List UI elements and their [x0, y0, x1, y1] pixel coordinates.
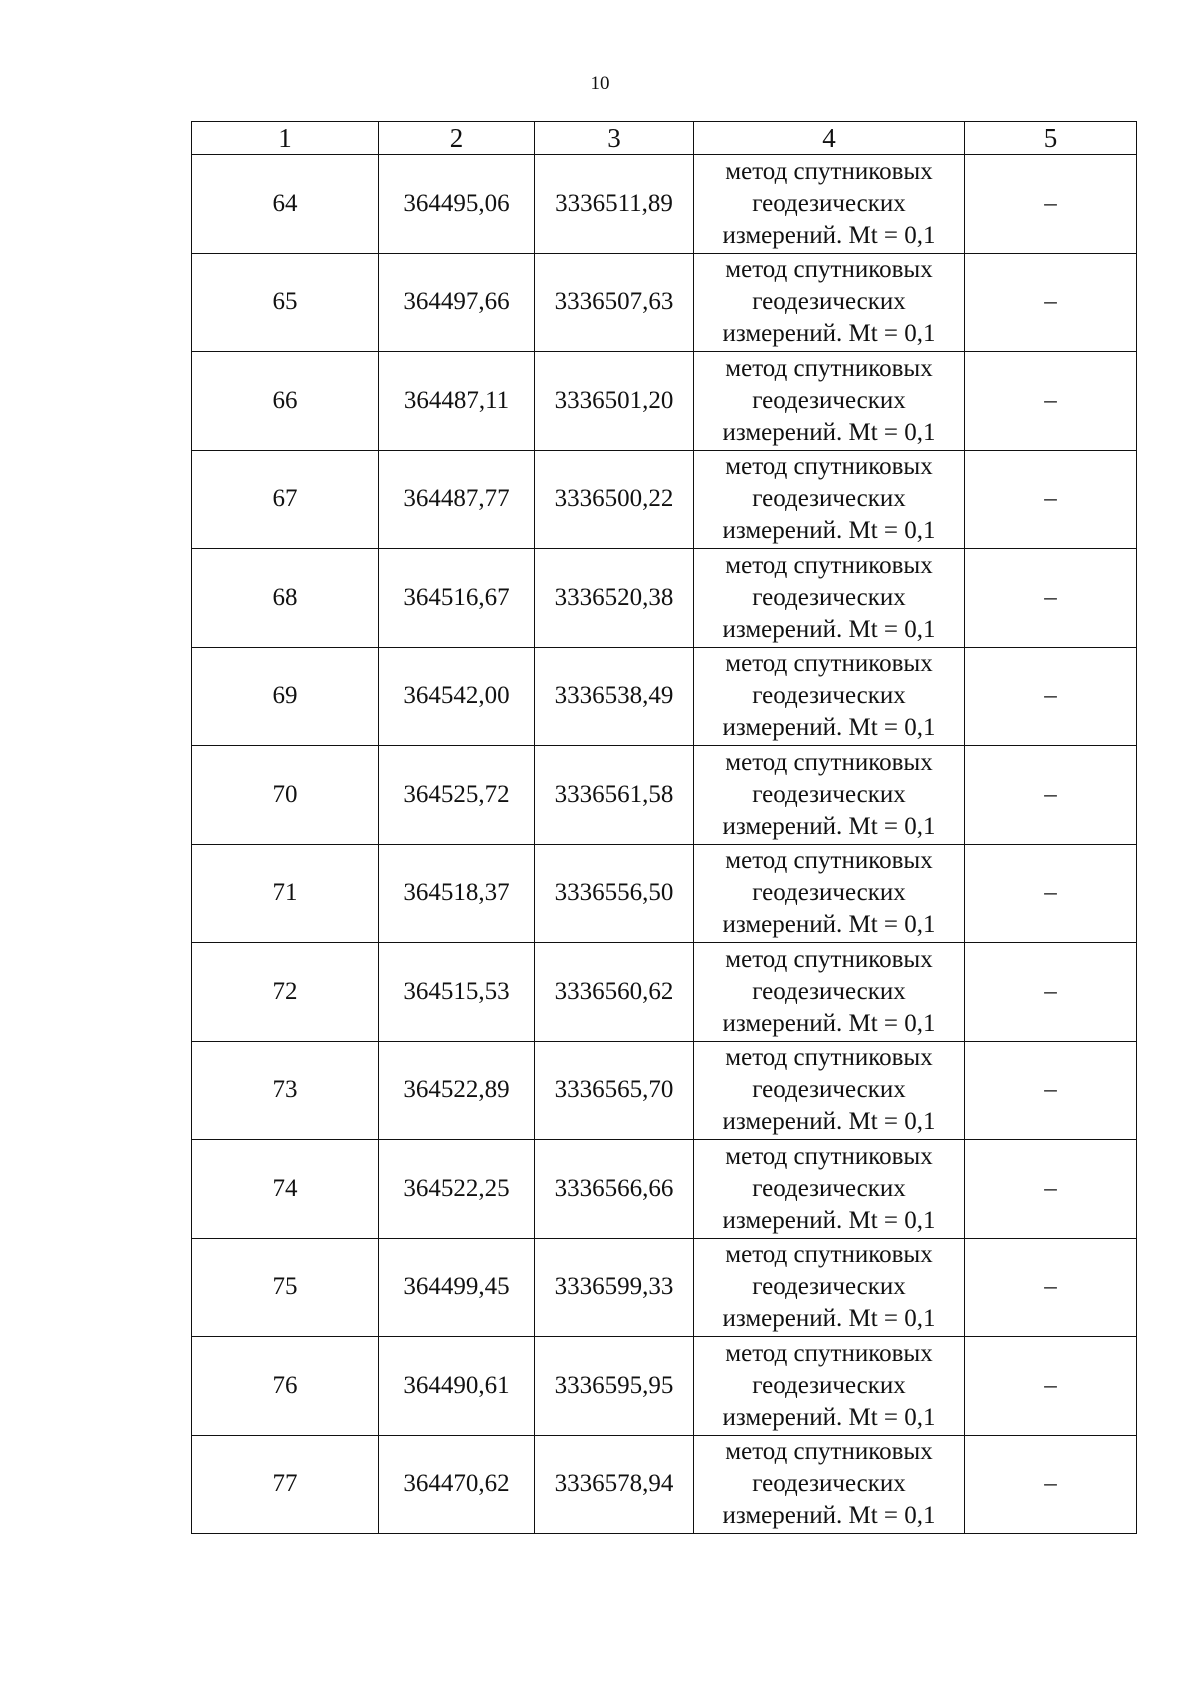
note-cell: – — [965, 352, 1137, 451]
page-number: 10 — [590, 73, 610, 94]
method-text: метод спутниковых геодезических измерений. Mt = 0,1 — [722, 1438, 936, 1530]
coordinates-table — [191, 121, 1137, 1534]
point-number-cell: 74 — [192, 1140, 379, 1239]
y-coordinate-cell: 3336538,49 — [535, 647, 694, 746]
y-coordinate-cell: 3336511,89 — [535, 155, 694, 254]
point-number-cell: 75 — [192, 1238, 379, 1337]
point-number-cell: 77 — [192, 1435, 379, 1534]
table-row — [192, 1041, 1137, 1140]
point-number-cell: 68 — [192, 549, 379, 648]
method-text: метод спутниковых геодезических измерений. Mt = 0,1 — [722, 453, 936, 545]
y-coordinate-cell: 3336561,58 — [535, 746, 694, 845]
point-number-cell: 70 — [192, 746, 379, 845]
note-cell: – — [965, 1041, 1137, 1140]
x-coordinate-cell: 364499,45 — [379, 1238, 535, 1337]
method-cell — [694, 352, 965, 451]
method-text: метод спутниковых геодезических измерений. Mt = 0,1 — [722, 1241, 936, 1333]
x-coordinate-cell: 364497,66 — [379, 253, 535, 352]
table-row — [192, 155, 1137, 254]
method-text: метод спутниковых геодезических измерений. Mt = 0,1 — [722, 1044, 936, 1136]
method-text: метод спутниковых геодезических измерений. Mt = 0,1 — [722, 945, 936, 1037]
point-number-cell: 76 — [192, 1337, 379, 1436]
note-cell: – — [965, 1435, 1137, 1534]
y-coordinate-cell: 3336578,94 — [535, 1435, 694, 1534]
method-text: метод спутниковых геодезических измерений. Mt = 0,1 — [722, 1142, 936, 1234]
table-row — [192, 844, 1137, 943]
note-cell: – — [965, 746, 1137, 845]
method-text: метод спутниковых геодезических измерений. Mt = 0,1 — [722, 847, 936, 939]
point-number-cell: 65 — [192, 253, 379, 352]
table-row — [192, 549, 1137, 648]
point-number-cell: 66 — [192, 352, 379, 451]
x-coordinate-cell: 364470,62 — [379, 1435, 535, 1534]
x-coordinate-cell: 364542,00 — [379, 647, 535, 746]
table-row — [192, 746, 1137, 845]
note-cell: – — [965, 1337, 1137, 1436]
method-text: метод спутниковых геодезических измерений. Mt = 0,1 — [722, 354, 936, 446]
column-header-2: 2 — [379, 122, 535, 155]
note-cell: – — [965, 549, 1137, 648]
note-cell: – — [965, 1238, 1137, 1337]
y-coordinate-cell: 3336500,22 — [535, 450, 694, 549]
table-row — [192, 352, 1137, 451]
method-text: метод спутниковых геодезических измерений. Mt = 0,1 — [722, 650, 936, 742]
column-header-4: 4 — [694, 122, 965, 155]
method-cell — [694, 1238, 965, 1337]
note-cell: – — [965, 1140, 1137, 1239]
method-cell — [694, 943, 965, 1042]
column-header-5: 5 — [965, 122, 1137, 155]
method-cell — [694, 1337, 965, 1436]
note-cell: – — [965, 943, 1137, 1042]
y-coordinate-cell: 3336566,66 — [535, 1140, 694, 1239]
point-number-cell: 64 — [192, 155, 379, 254]
x-coordinate-cell: 364518,37 — [379, 844, 535, 943]
method-cell — [694, 746, 965, 845]
point-number-cell: 69 — [192, 647, 379, 746]
x-coordinate-cell: 364495,06 — [379, 155, 535, 254]
note-cell: – — [965, 155, 1137, 254]
table-row — [192, 943, 1137, 1042]
table-row — [192, 1238, 1137, 1337]
method-text: метод спутниковых геодезических измерений. Mt = 0,1 — [722, 748, 936, 840]
x-coordinate-cell: 364522,25 — [379, 1140, 535, 1239]
x-coordinate-cell: 364522,89 — [379, 1041, 535, 1140]
table-row — [192, 1337, 1137, 1436]
point-number-cell: 67 — [192, 450, 379, 549]
y-coordinate-cell: 3336501,20 — [535, 352, 694, 451]
table-row — [192, 1435, 1137, 1534]
method-cell — [694, 549, 965, 648]
method-cell — [694, 1041, 965, 1140]
y-coordinate-cell: 3336520,38 — [535, 549, 694, 648]
table-row — [192, 253, 1137, 352]
method-text: метод спутниковых геодезических измерений. Mt = 0,1 — [722, 1339, 936, 1431]
table-row — [192, 647, 1137, 746]
column-header-1: 1 — [192, 122, 379, 155]
header-row — [192, 122, 1137, 155]
point-number-cell: 73 — [192, 1041, 379, 1140]
method-cell — [694, 253, 965, 352]
note-cell: – — [965, 844, 1137, 943]
method-cell — [694, 155, 965, 254]
y-coordinate-cell: 3336556,50 — [535, 844, 694, 943]
x-coordinate-cell: 364487,11 — [379, 352, 535, 451]
method-cell — [694, 647, 965, 746]
x-coordinate-cell: 364525,72 — [379, 746, 535, 845]
table-header — [192, 122, 1137, 155]
y-coordinate-cell: 3336507,63 — [535, 253, 694, 352]
y-coordinate-cell: 3336560,62 — [535, 943, 694, 1042]
x-coordinate-cell: 364516,67 — [379, 549, 535, 648]
y-coordinate-cell: 3336565,70 — [535, 1041, 694, 1140]
method-cell — [694, 450, 965, 549]
method-cell — [694, 844, 965, 943]
point-number-cell: 71 — [192, 844, 379, 943]
column-header-3: 3 — [535, 122, 694, 155]
note-cell: – — [965, 253, 1137, 352]
table-row — [192, 1140, 1137, 1239]
method-text: метод спутниковых геодезических измерений. Mt = 0,1 — [722, 256, 936, 348]
x-coordinate-cell: 364487,77 — [379, 450, 535, 549]
method-cell — [694, 1435, 965, 1534]
method-text: метод спутниковых геодезических измерений. Mt = 0,1 — [722, 157, 936, 249]
x-coordinate-cell: 364490,61 — [379, 1337, 535, 1436]
x-coordinate-cell: 364515,53 — [379, 943, 535, 1042]
table-row — [192, 450, 1137, 549]
y-coordinate-cell: 3336599,33 — [535, 1238, 694, 1337]
table-body — [192, 155, 1137, 1534]
method-cell — [694, 1140, 965, 1239]
note-cell: – — [965, 647, 1137, 746]
point-number-cell: 72 — [192, 943, 379, 1042]
method-text: метод спутниковых геодезических измерений. Mt = 0,1 — [722, 551, 936, 643]
y-coordinate-cell: 3336595,95 — [535, 1337, 694, 1436]
note-cell: – — [965, 450, 1137, 549]
